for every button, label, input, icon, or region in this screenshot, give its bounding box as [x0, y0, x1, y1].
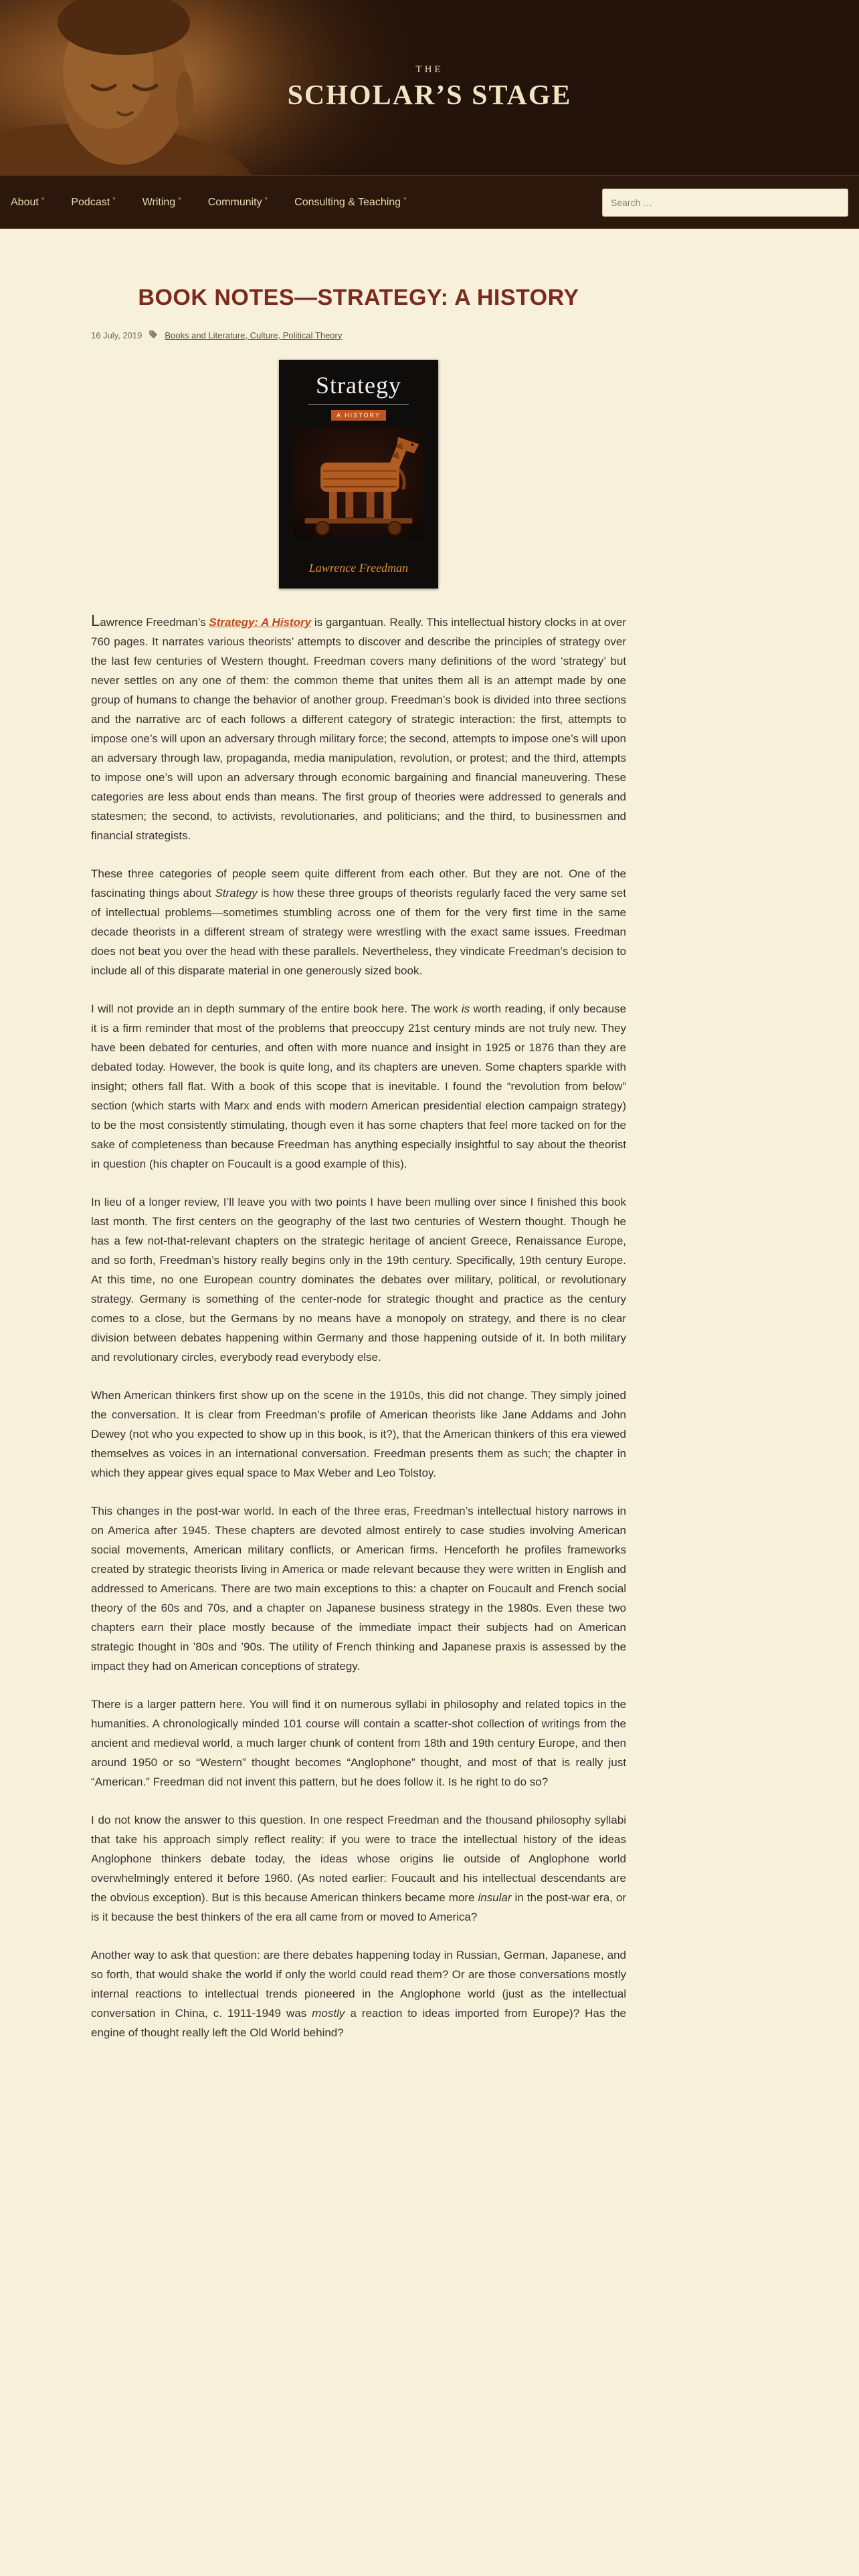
nav-item-writing[interactable] [142, 197, 181, 209]
paragraph-text: in the post-war era, or is it because the best thinkers of the era all came from or moved to America? [91, 1891, 626, 1923]
paragraph-3 [91, 999, 626, 1174]
nav-item-consulting-teaching[interactable] [294, 197, 406, 209]
paragraph-6: This changes in the post-war world. In each of the three eras, Freedman’s intellectual history narrows in on America after 1945. These chapters are devoted almost entirely to case studies involving American social movements, American military conflicts, or American firms. Henceforth he profiles frameworks created by strategic theorists living in America or made relevant because they were written in English and addressed to Americans. There are two main exceptions to this: a chapter on Foucault and French social theory of the 60s and 70s, and a chapter on Japanese business strategy in the 1980s. Even these two chapters earn their place mostly because of the immediate impact their subjects had on American strategic thought in ’80s and ’90s. The utility of French thinking and Japanese praxis is assessed by the impact they had on American conceptions of strategy. [91, 1504, 626, 1673]
chevron-down-icon: ▾ [403, 195, 407, 202]
italic-text: mostly [312, 2006, 345, 2020]
chevron-down-icon: ▾ [178, 195, 181, 202]
italic-text: Strategy [215, 886, 258, 899]
page-title: BOOK NOTES—STRATEGY: A HISTORY [138, 285, 579, 310]
nav-item-label: Writing [142, 196, 176, 208]
trojan-horse-illustration [293, 426, 424, 542]
tag-link-books-and-literature[interactable]: Books and Literature , [165, 330, 250, 340]
book-cover-subtitle-badge: A HISTORY [331, 410, 386, 421]
divider [308, 404, 409, 405]
paragraph-8 [91, 1810, 626, 1927]
paragraph-1 [91, 613, 626, 845]
blog-post [91, 229, 626, 2089]
paragraph-text: worth reading, if only because it is a firm reminder that most of the problems that preoccupy 21st century minds are not truly new. They have been debated for centuries, and often with more nuance and insight in 1925 or 1876 than they are debated today. However, the book is quite long, and its chapters are uneven. Some chapters sparkle with insight; others fall flat. With a book of this scope that is inevitable. I found the “revolution from below” section (which starts with Marx and ends with modern American presidential election campaign strategy) to be the most consistently stimulating, though even it has some chapters that feel more tacked on for the sake of completeness than because Freedman has anything especially insightful to say about the theorist in question (his chapter on Foucault is a good example of this). [91, 1002, 626, 1170]
nav-item-label: Community [207, 196, 262, 208]
italic-text: insular [478, 1891, 512, 1904]
paragraph-text: These three categories of people seem quite different from each other. But they are not. One of the fascinating things about [91, 867, 626, 899]
search-box [602, 189, 848, 217]
paragraph-text: is gargantuan. Really. This intellectual history clocks in at over 760 pages. It narrates various theorists’ attempts to discover and describe the principles of strategy over the last few centuries of Western thought. Freedman covers many definitions of the word ‘strategy’ but never settles on any one of them: the common theme that unites them all is an attempt made by one group of humans to change the behavior of another group. Freedman’s book is divided into three sections and the narrative arc of each follows a different category of strategic interaction: the first, attempts to impose one’s will upon an adversary through military force; the second, attempts to impose one’s will upon an adversary through law, propaganda, media manipulation, revolution, or protest; and the third, attempts to impose one’s will upon an adversary through economic bargaining and financial maneuvering. These categories are less about ends than means. The first group of theories were addressed to generals and statesmen; the second, to activists, revolutionaries, and politicians; and the third, to businessmen and financial strategists. [91, 615, 626, 842]
tag-link-culture[interactable]: Culture , [250, 330, 283, 340]
nav-item-label: Podcast [71, 196, 110, 208]
search-input[interactable] [602, 189, 848, 217]
nav-item-label: Consulting & Teaching [294, 196, 401, 208]
strategy-book-link[interactable]: Strategy: A History [209, 615, 312, 629]
paragraph-text: a reaction to ideas imported from Europe)? Has the engine of thought really left the Old World behind? [91, 2006, 627, 2039]
site-pretitle: THE [415, 64, 444, 75]
post-tags [165, 330, 342, 340]
tag-icon [149, 330, 158, 341]
nav-item-about[interactable] [11, 197, 44, 209]
chevron-down-icon: ▾ [264, 195, 268, 202]
nav-item-community[interactable] [208, 197, 268, 209]
paragraph-text: Another way to ask that question: are there debates happening today in Russian, German, Japanese, and so forth, that would shake the world if only the world could read them? Or are those conversations mostly internal reactions to intellectual trends pioneered in the Anglophone world (just as the intellectual conversation in China, c. 1911-1949 was [91, 1948, 626, 2020]
paragraph-text: Lawrence Freedman’s [91, 611, 209, 630]
paragraph-5: When American thinkers first show up on the scene in the 1910s, this did not change. They simply joined the conversation. It is clear from Freedman’s profile of American theorists like Jane Addams and John Dewey (not who you expected to show up in this book, is it?), that the American thinkers of this era viewed themselves as voices in an international conversation. Freedman presents them as such; the chapter in which they appear gives equal space to Max Weber and Leo Tolstoy. [91, 1388, 626, 1479]
paragraph-4: In lieu of a longer review, I’ll leave you with two points I have been mulling over since I finished this book last month. The first centers on the geography of the last two centuries of Western thought. Though he has a few not-that-relevant chapters on the strategic heritage of ancient Greece, Renaissance Europe, and so forth, Freedman’s history really begins only in the 19th century. Specifically, 19th century Europe. At this time, no one European country dominates the debates over military, political, or revolutionary strategy. Germany is something of the center-node for strategic thought and practice as the century comes to a close, but the Germans by no means have a monopoly on strategy, and there is no clear division between debates happening within Germany and those happening outside of it. In both military and revolutionary circles, everybody read everybody else. [91, 1195, 626, 1364]
chevron-down-icon: ▾ [112, 195, 116, 202]
book-cover-author: Lawrence Freedman [308, 560, 409, 574]
tag-link-political-theory[interactable]: Political Theory [282, 330, 343, 340]
paragraph-text: is how these three groups of theorists regularly faced the very same set of intellectual problems—sometimes stumbling across one of them for the very first time in the same decade theorists in a different stream of strategy were wrestling with the exact same issues. Freedman does not beat you over the head with these parallels. Nevertheless, they vindicate Freedman’s decision to include all of this disparate material in one generously sized book. [91, 886, 626, 977]
paragraph-2 [91, 864, 626, 980]
nav-item-label: About [11, 196, 39, 208]
chevron-down-icon: ▾ [41, 195, 45, 202]
book-cover-title: Strategy [316, 371, 401, 399]
paragraph-text: I do not know the answer to this question. In one respect Freedman and the thousand philosophy syllabi that take his approach simply reflect reality: if you were to trace the intellectual history of the ideas Anglophone thinkers debate today, the ideas whose origins lie outside of Anglophone world overwhelmingly entered it before 1960. (As noted earlier: Foucault and his intellectual descendants are the obvious exception). But is this because American thinkers became more [91, 1813, 626, 1904]
paragraph-text: I will not provide an in depth summary of the entire book here. The work [91, 1002, 462, 1015]
paragraph-7: There is a larger pattern here. You will find it on numerous syllabi in philosophy and related topics in the humanities. A chronologically minded 101 course will contain a scatter-shot collection of writings from the ancient and medieval world, a much larger chunk of content from 18th and 19th century Europe, and then around 1950 or so “Western” thought becomes “Anglophone” thought, and most of that is really just “American.” Freedman did not invent this pattern, but he does follow it. Is he right to do so? [91, 1697, 626, 1788]
italic-text: is [461, 1002, 470, 1015]
book-cover-image [279, 360, 438, 588]
main-nav [0, 175, 859, 229]
site-header [0, 0, 859, 175]
nav-item-podcast[interactable] [71, 197, 115, 209]
post-date: 16 July, 2019 [91, 330, 142, 340]
paragraph-9 [91, 1945, 626, 2042]
post-meta [91, 330, 626, 341]
site-title[interactable]: SCHOLAR’S STAGE [287, 80, 572, 111]
